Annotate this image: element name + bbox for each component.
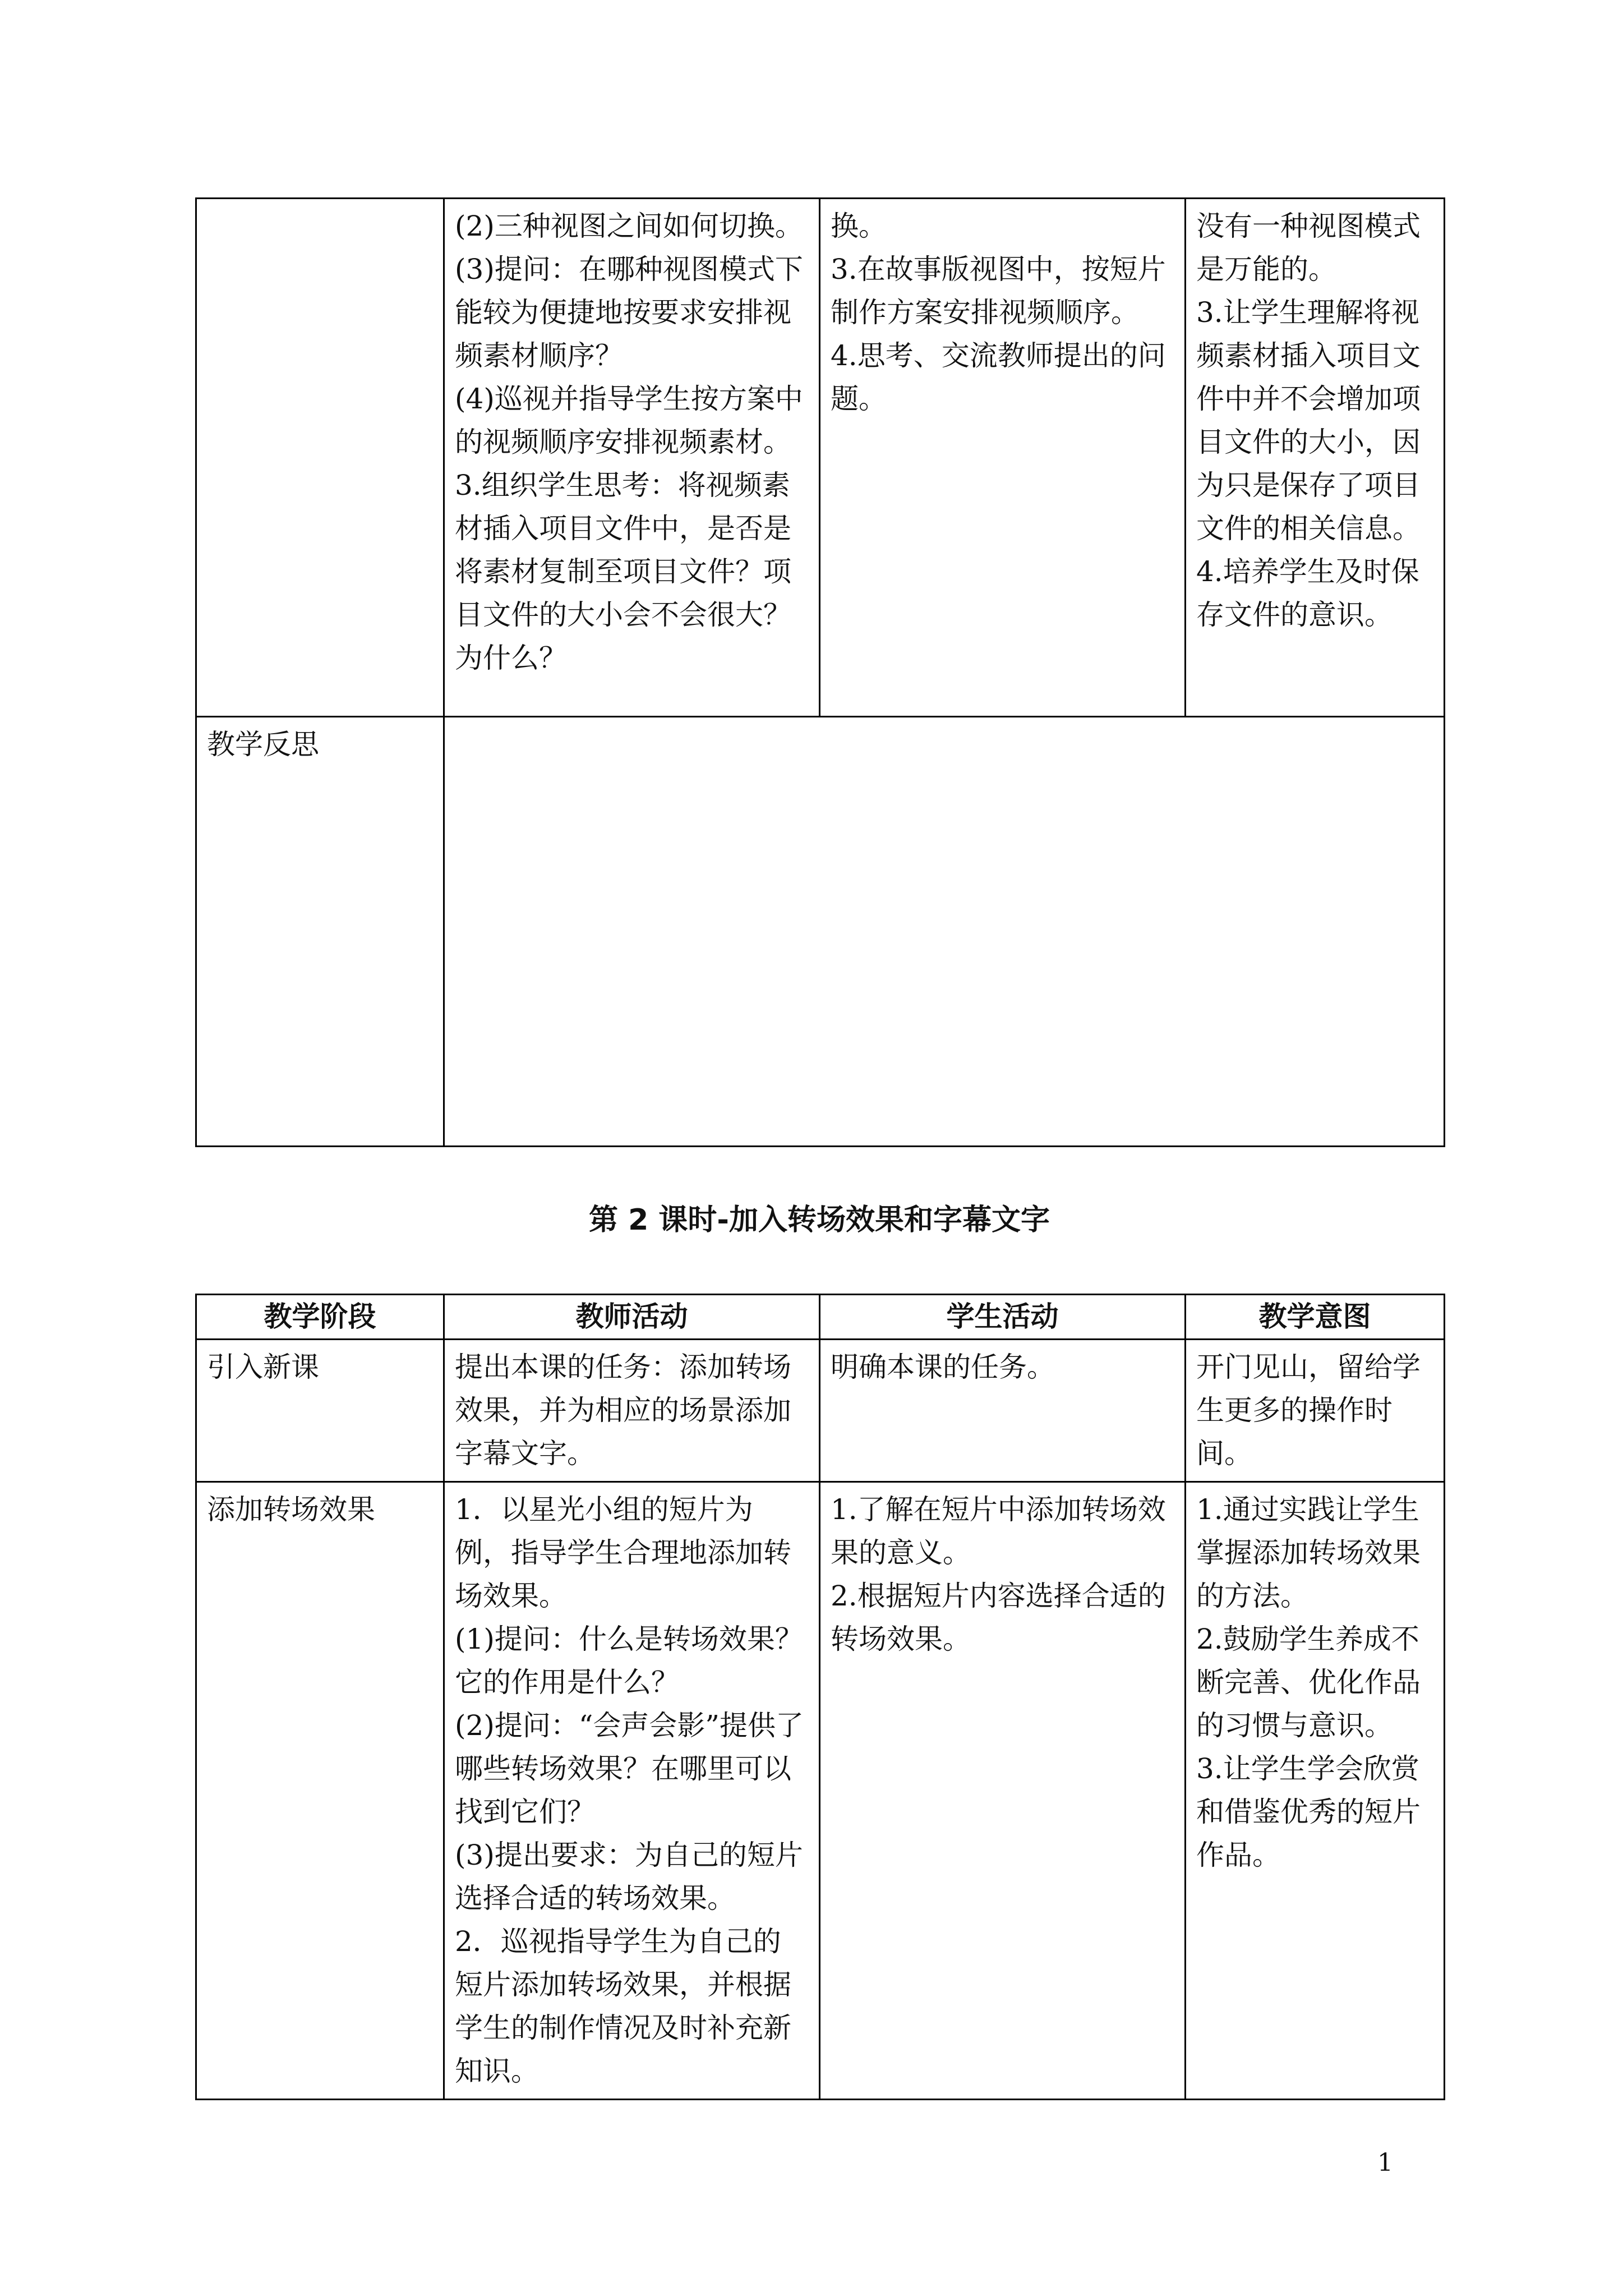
teacher-activity-cell (444, 1482, 820, 2100)
teacher-activity-line: (3)提问：在哪种视图模式下能较为便捷地按要求安排视频素材顺序？ (455, 253, 803, 372)
column-header-student: 学生活动 (820, 1295, 1186, 1340)
teacher-activity-cell (444, 1340, 820, 1482)
student-activity-cell (820, 199, 1186, 717)
teaching-intent-line: 2.鼓励学生养成不断完善、优化作品的习惯与意识。 (1196, 1623, 1421, 1742)
student-activity-cell (820, 1482, 1186, 2100)
table-row (196, 1482, 1445, 2100)
teacher-activity-cell (444, 199, 820, 717)
student-activity-line: 1.了解在短片中添加转场效果的意义。 (831, 1493, 1166, 1569)
table-row (196, 1340, 1445, 1482)
column-header-stage: 教学阶段 (196, 1295, 444, 1340)
teacher-activity-line: 3.组织学生思考：将视频素材插入项目文件中，是否是将素材复制至项目文件？项目文件的大小会不会很大？为什么？ (455, 469, 791, 674)
teaching-intent-line: 3.让学生学会欣赏和借鉴优秀的短片作品。 (1196, 1752, 1421, 1871)
column-header-teacher: 教师活动 (444, 1295, 820, 1340)
student-activity-cell (820, 1340, 1186, 1482)
teaching-intent-line: 没有一种视图模式是万能的。 (1196, 210, 1421, 286)
teaching-intent-cell (1186, 1482, 1445, 2100)
student-activity-line: 3.在故事版视图中，按短片制作方案安排视频顺序。 (831, 253, 1166, 329)
teacher-activity-line: (3)提出要求：为自己的短片选择合适的转场效果。 (455, 1839, 803, 1915)
teaching-intent-cell (1186, 1340, 1445, 1482)
stage-cell (196, 199, 444, 717)
teacher-activity-line: 1．以星光小组的短片为例，指导学生合理地添加转场效果。 (455, 1493, 791, 1612)
teacher-activity-line: (4)巡视并指导学生按方案中的视频顺序安排视频素材。 (455, 383, 803, 458)
section-title: 第 2 课时-加入转场效果和字幕文字 (589, 1203, 1050, 1237)
lesson-table (195, 1294, 1445, 2100)
teacher-activity-line: 2．巡视指导学生为自己的短片添加转场效果，并根据学生的制作情况及时补充新知识。 (455, 1925, 791, 2087)
student-activity-line: 明确本课的任务。 (831, 1351, 1055, 1383)
student-activity-line: 2.根据短片内容选择合适的转场效果。 (831, 1580, 1166, 1655)
teacher-activity-line: (2)提问：“会声会影”提供了哪些转场效果？在哪里可以找到它们？ (455, 1709, 804, 1828)
teaching-intent-cell (1186, 199, 1445, 717)
page-number: 1 (1377, 2148, 1393, 2177)
student-activity-line: 换。 (831, 210, 887, 242)
reflection-label: 教学反思 (196, 717, 444, 1147)
teaching-intent-line: 4.培养学生及时保存文件的意识。 (1196, 555, 1419, 631)
teaching-intent-line: 3.让学生理解将视频素材插入项目文件中并不会增加项目文件的大小，因为只是保存了项目文件的相关信息。 (1196, 296, 1421, 545)
lesson-table-continued (195, 197, 1445, 1147)
column-header-intent: 教学意图 (1186, 1295, 1445, 1340)
reflection-row (196, 717, 1445, 1147)
teaching-intent-line: 1.通过实践让学生掌握添加转场效果的方法。 (1196, 1493, 1421, 1612)
teacher-activity-line: (1)提问：什么是转场效果？它的作用是什么？ (455, 1623, 803, 1699)
stage-cell: 引入新课 (196, 1340, 444, 1482)
reflection-content (444, 717, 1445, 1147)
table-row (196, 199, 1445, 717)
student-activity-line: 4.思考、交流教师提出的问题。 (831, 339, 1166, 415)
stage-cell: 添加转场效果 (196, 1482, 444, 2100)
table-header-row (196, 1295, 1445, 1340)
teacher-activity-line: (2)三种视图之间如何切换。 (455, 210, 803, 242)
teaching-intent-line: 开门见山，留给学生更多的操作时间。 (1196, 1351, 1421, 1470)
teacher-activity-line: 提出本课的任务：添加转场效果，并为相应的场景添加字幕文字。 (455, 1351, 791, 1470)
